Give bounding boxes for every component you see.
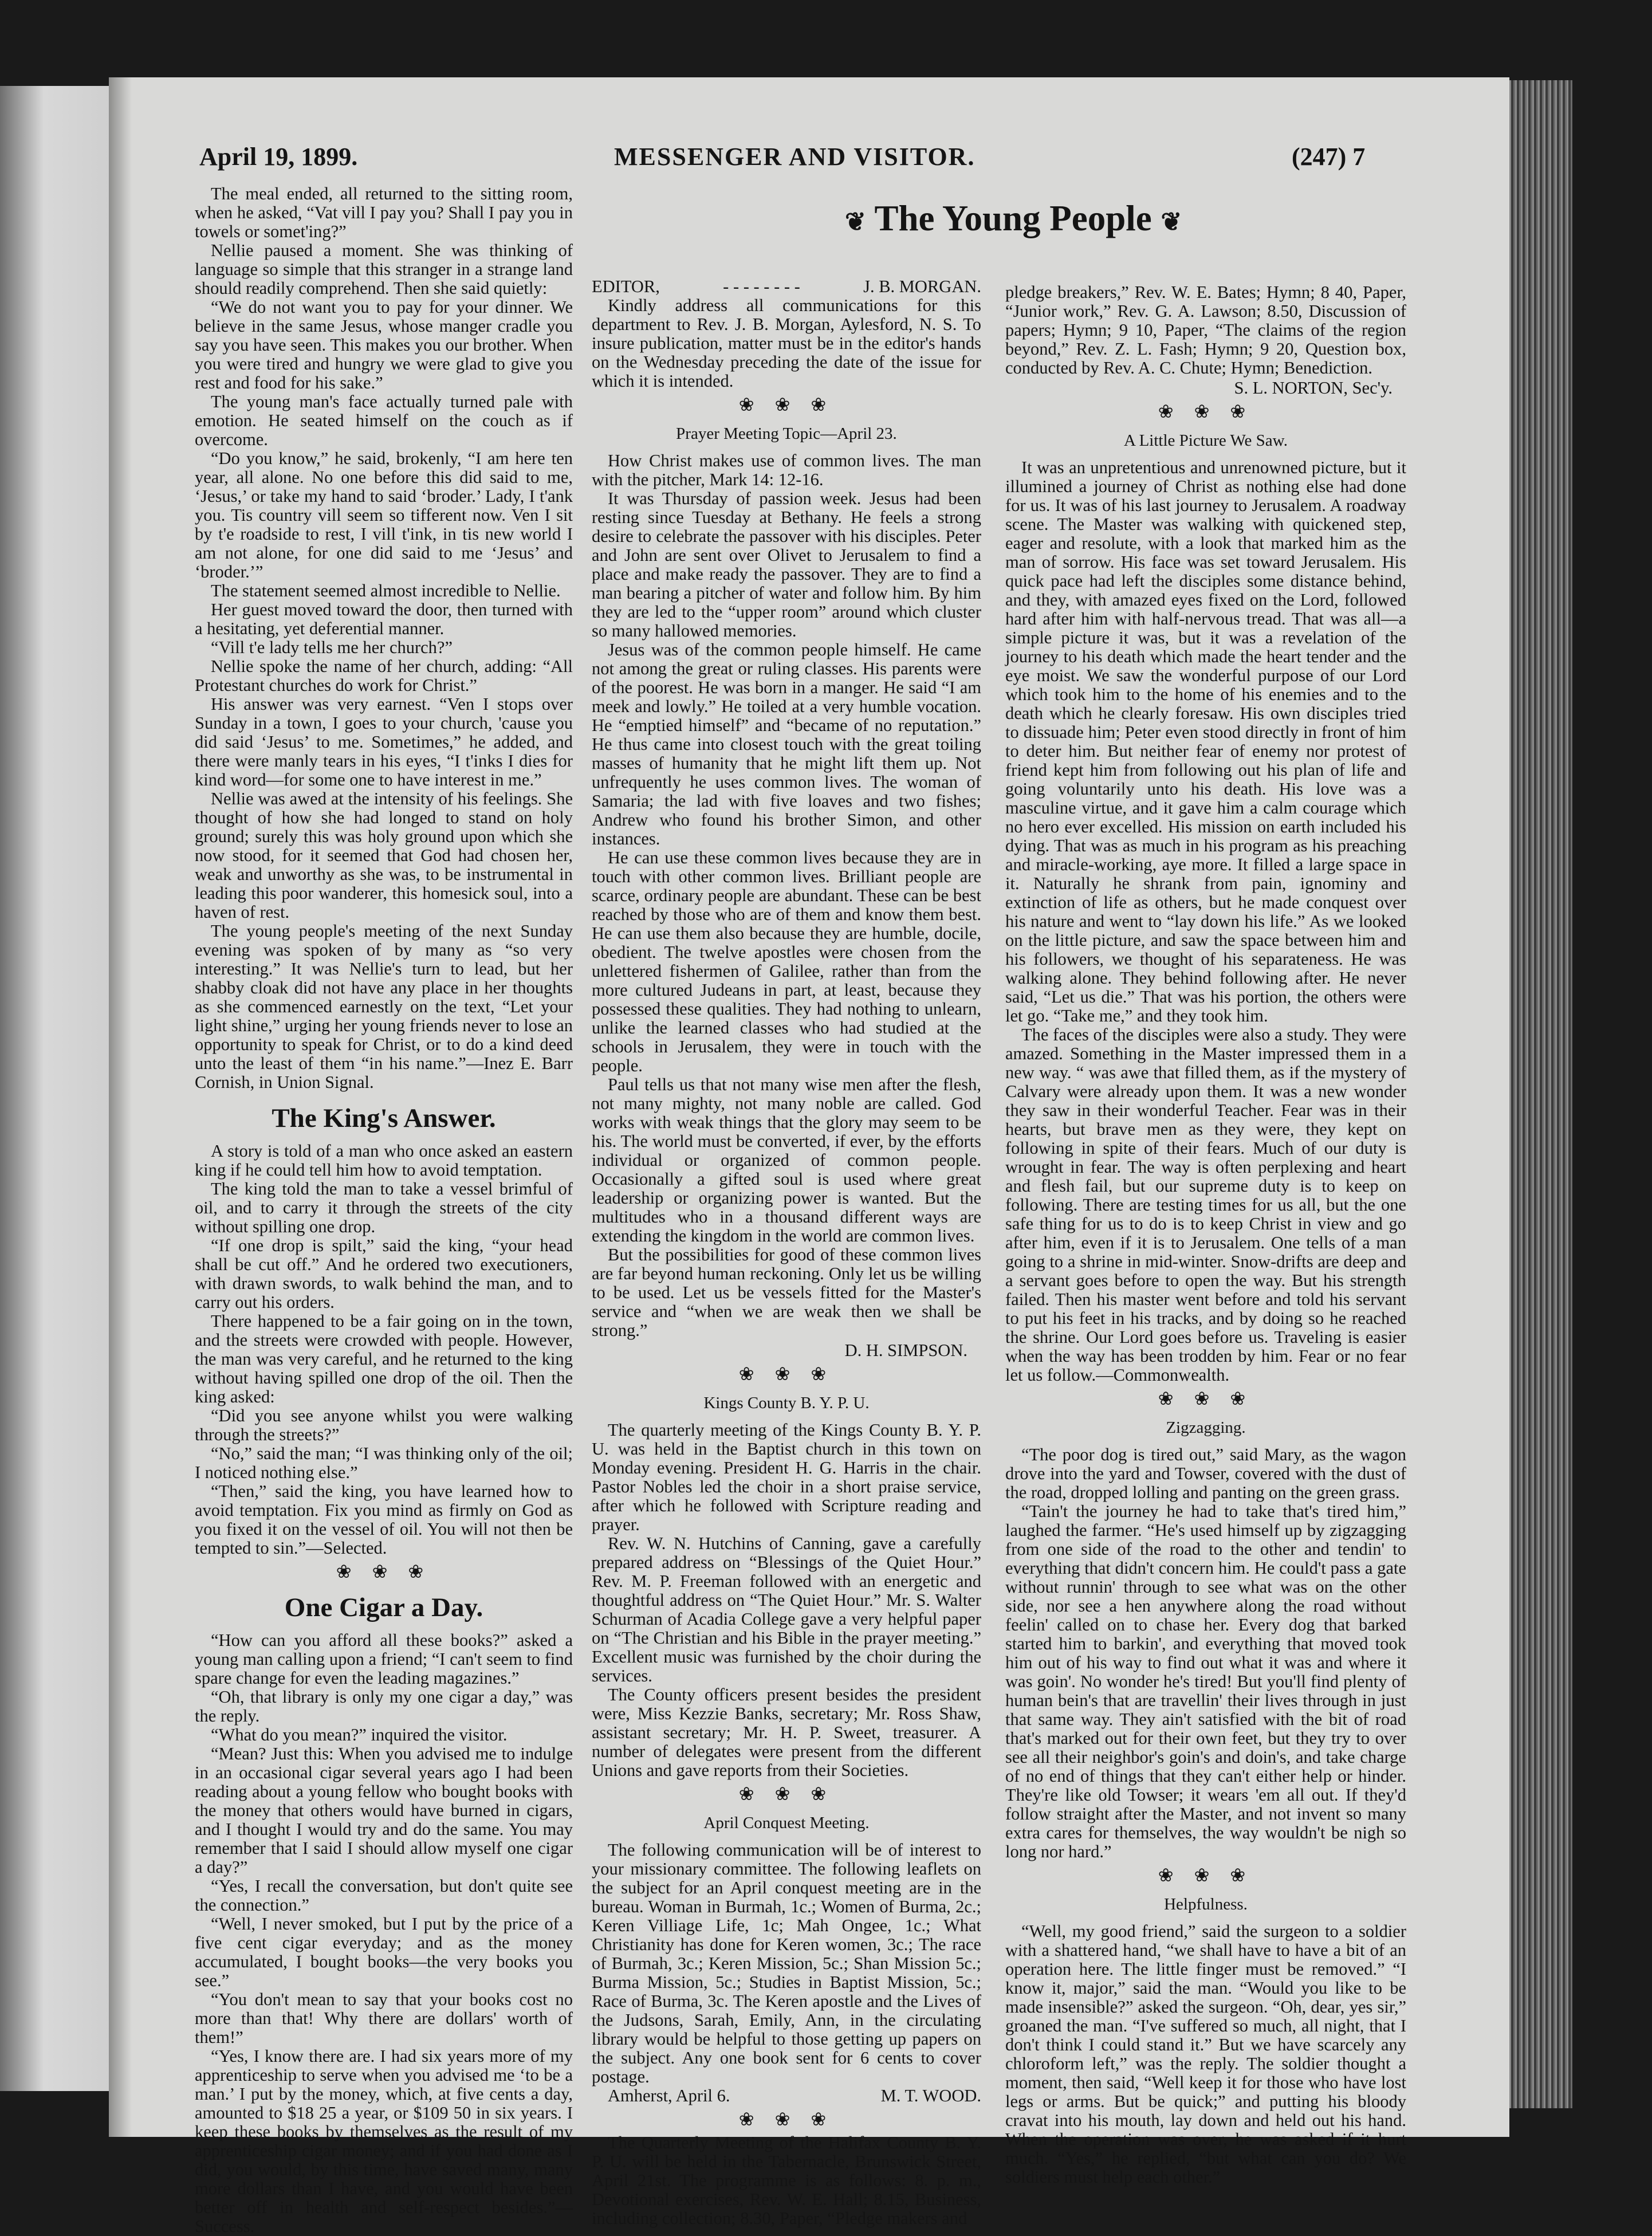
article-heading-prayer-topic: Prayer Meeting Topic—April 23. xyxy=(676,425,897,443)
facing-page-edge xyxy=(0,86,109,2091)
paragraph: The faces of the disciples were also a study. They were amazed. Something in the Master impressed them in a new way. “ was awe that filled them, as if the mystery of Calvary were already upon them. It was a new wonder they saw in their wonderful Teacher. Fear was in their hearts, but brave men as they were, they kept on following in spite of their fears. Much of our duty is wrought in fear. The way is often perplexing and heart and flesh fail, but our supreme duty is to keep on following. There are testing times for us all, but the one safe thing for us to do is to keep Christ in view and go after him, even if it is to Jerusalem. One tells of a man going to a shrine in mid-winter. Snow-drifts are deep and a servant goes before to open the way. But his strength failed. Then his master went before and told his servant to put his feet in his tracks, and by doing so he reached the shrine. Our Lord goes before us. Traveling is easier when the way has been trodden by him. Fear or no fear let us follow.—Commonwealth. xyxy=(1005,1025,1406,1385)
paragraph: “No,” said the man; “I was thinking only of the oil; I noticed nothing else.” xyxy=(195,1444,573,1482)
column-3 xyxy=(1005,283,1406,2187)
editor-line xyxy=(592,277,981,296)
section-divider: ❀ ❀ ❀ xyxy=(738,2109,835,2129)
editor-name: J. B. MORGAN. xyxy=(863,277,981,296)
editor-dashes: - - - - - - - - xyxy=(723,277,800,296)
paragraph: “Mean? Just this: When you advised me to indulge in an occasional cigar several years ago I had been reading about a young fellow who bought books with the money that others would have burned in cigars, and I thought I would try and do the same. You may remember that I said I should allow myself one cigar a day?” xyxy=(195,1744,573,1877)
article-heading-april-conquest: April Conquest Meeting. xyxy=(703,1814,870,1832)
paragraph: “Well, my good friend,” said the surgeon to a soldier with a shattered hand, “we shall have to have a bit of an operation here. The little finger must be removed.” “I know it, major,” said the man. “Would you like to be made insensible?” asked the surgeon. “Oh, dear, yes sir,” groaned the man. “I've suffered so much, all night, that I don't think I could stand it.” But we have scarcely any chloroform left,” was the reply. The soldier thought a moment, then said, “Well keep it for those who have lost legs or arms. But be quick;” and putting his bloody cravat into his mouth, lay down and held out his hand. When the operation was over, he was asked if it hurt much. “Yes,” he replied, “but what can you do? We soldiers must help each other.” xyxy=(1005,1921,1406,2187)
paragraph: “Yes, I recall the conversation, but don't quite see the connection.” xyxy=(195,1876,573,1915)
paragraph: His answer was very earnest. “Ven I stops over Sunday in a town, I goes to your church, 'cause you did said ‘Jesus’ to me. Sometimes,” he added, and there were manly tears in his eyes, “I t'inks I dies for kind word—for some one to have interest in me.” xyxy=(195,694,573,789)
paragraph: “We do not want you to pay for your dinner. We believe in the same Jesus, whose manger cradle you say you have seen. This makes you our brother. When you were tired and hungry we were glad to give you rest and food for his sake.” xyxy=(195,297,573,392)
section-title xyxy=(845,198,1182,239)
paragraph: “You don't mean to say that your books cost no more than that! Why there are dollars' worth of them!” xyxy=(195,1990,573,2047)
paragraph: Jesus was of the common people himself. He came not among the great or ruling classes. His parents were of the poorest. He was born in a manger. He said “I am meek and lowly.” He toiled at a very humble vocation. He “emptied himself” and “became of no reputation.” He thus came into closest touch with the great toiling masses of humanity that he might lift them up. Not unfrequently he uses common lives. The woman of Samaria; the lad with five loaves and two fishes; Andrew who found his brother Simon, and other instances. xyxy=(592,640,981,848)
signature: S. L. NORTON, Sec'y. xyxy=(1234,378,1393,398)
article-heading-one-cigar: One Cigar a Day. xyxy=(284,1593,483,1622)
paragraph: Nellie spoke the name of her church, adding: “All Protestant churches do work for Christ.” xyxy=(195,657,573,695)
column-1 xyxy=(195,184,573,2236)
paragraph: The quarterly meeting of the Kings County B. Y. P. U. was held in the Baptist church in this town on Monday evening. President H. G. Harris in the chair. Pastor Nobles led the choir in a short praise service, after which he followed with Scripture reading and prayer. xyxy=(592,1420,981,1534)
editor-label: EDITOR, xyxy=(592,277,660,296)
paragraph: A story is told of a man who once asked an eastern king if he could tell him how to avoid temptation. xyxy=(195,1141,573,1180)
paragraph: Nellie paused a moment. She was thinking of language so simple that this stranger in a strange land should readily comprehend. Then she said quietly: xyxy=(195,241,573,298)
paragraph: “Well, I never smoked, but I put by the price of a five cent cigar everyday; and as the money accumulated, I bought books—the very books you see.” xyxy=(195,1914,573,1990)
column-2 xyxy=(592,277,981,2228)
paragraph: The statement seemed almost incredible to Nellie. xyxy=(211,581,561,600)
paragraph: “Do you know,” he said, brokenly, “I am here ten year, all alone. No one before this did said to me, ‘Jesus,’ or take my hand to said ‘broder.’ Lady, I t'ank you. Tis country vill seem so tifferent now. Ven I sit by t'e roadside to rest, I vill t'ink, in tis new world I am not alone, for one did said to me ‘Jesus’ and ‘broder.’” xyxy=(195,449,573,581)
paragraph: “Vill t'e lady tells me her church?” xyxy=(211,638,453,657)
header-page-number: (247) 7 xyxy=(1292,143,1366,171)
section-divider: ❀ ❀ ❀ xyxy=(1158,1865,1254,1885)
section-divider: ❀ ❀ ❀ xyxy=(336,1561,432,1582)
paragraph: Nellie was awed at the intensity of his feelings. She thought of how she had longed to stand on holy ground; surely this was holy ground upon which she now stood, for it seemed that God had chosen her, weak and unworthy as she was, to be instrumental in leading this poor wanderer, this homesick soul, into a haven of rest. xyxy=(195,789,573,922)
section-divider: ❀ ❀ ❀ xyxy=(738,394,835,415)
paragraph: pledge breakers,” Rev. W. E. Bates; Hymn; 8 40, Paper, “Junior work,” Rev. G. A. Lawson; 8.50, Discussion of papers; Hymn; 9 10, Paper, “The claims of the region beyond,” Rev. Z. L. Fash; Hymn; 9 20, Question box, conducted by Rev. A. C. Chute; Hymn; Benediction. xyxy=(1005,282,1406,378)
header-date: April 19, 1899. xyxy=(199,143,358,171)
paragraph: But the possibilities for good of these common lives are far beyond human reckoning. Only let us be willing to be used. Let us be vessels fitted for the Master's service and “when we are weak then we shall be strong.” xyxy=(592,1245,981,1340)
dateline xyxy=(592,2086,981,2105)
paragraph: Paul tells us that not many wise men after the flesh, not many mighty, not many noble are called. God works with weak things that the glory may seem to be his. The world must be converted, if ever, by the efforts individual or organized of common people. Occasionally a gifted soul is used where great leadership or organizing power is wanted. But the multitudes who in a thousand different ways are extending the kingdom in the world are common lives. xyxy=(592,1075,981,1245)
paragraph: “What do you mean?” inquired the visitor. xyxy=(211,1725,508,1744)
section-divider: ❀ ❀ ❀ xyxy=(1158,401,1254,422)
article-heading-kings-answer: The King's Answer. xyxy=(272,1103,496,1133)
binding-shadow xyxy=(109,77,132,2137)
dateline-place: Amherst, April 6. xyxy=(608,2086,730,2105)
paragraph: “Tain't the journey he had to take that's tired him,” laughed the farmer. “He's used himself up by zigzagging from one side of the road to the other and tendin' to everything that didn't concern him. He could't pass a gate without runnin' through to see what was on the other side, nor see a hen anywhere along the road without feelin' called on to chase her. Every dog that barked started him to barkin', and everything that moved took him out of his way to find out what it was and where it was goin'. No wonder he's tired! But you'll find plenty of human bein's that are travellin' their lives through in just that same way. They ain't satisfied with the bit of road that's marked out for their own feet, but they try to over see all their neighbor's goin's and doin's, and take charge of no end of things that they can't either help or hinder. They're like old Towser; it wears 'em all out. If they'd follow straight after the Master, and not invent so many extra cares for themselves, the way wouldn't be nigh so long nor hard.” xyxy=(1005,1502,1406,1861)
section-divider: ❀ ❀ ❀ xyxy=(738,1783,835,1804)
paragraph: He can use these common lives because they are in touch with other common lives. Brilliant people are scarce, ordinary people are abundant. These can be best reached by those who are of them and know them best. He can use them also because they are humble, docile, obedient. The twelve apostles were chosen from the unlettered fishermen of Galilee, rather than from the more cultured Judeans in part, at least, because they possessed these qualities. They had nothing to unlearn, unlike the learned classes who had studied at the schools in Jerusalem, they were in touch with the people. xyxy=(592,848,981,1075)
paragraph: The following communication will be of interest to your missionary committee. The following leaflets on the subject for an April conquest meeting are in the bureau. Woman in Burmah, 1c.; Women of Burma, 2c.; Keren Villiage Life, 1c; Mah Ongee, 1c.; What Christianity has done for Keren women, 3c.; The race of Burmah, 3c.; Keren Mission, 5c.; Shan Mission 5c.; Burma Mission, 5c.; Studies in Baptist Mission, 5c.; Race of Burma, 3c. The Keren apostle and the Lives of the Judsons, Sarah, Emily, Ann, in the circulating library would be helpful to those getting up papers on the subject. Any one book sent for 6 cents to cover postage. xyxy=(592,1840,981,2086)
section-title-text: The Young People xyxy=(874,198,1152,238)
signature: M. T. WOOD. xyxy=(880,2086,981,2105)
paragraph: “If one drop is spilt,” said the king, “your head shall be cut off.” And he ordered two executioners, with drawn swords, to walk behind the man, and to carry out his orders. xyxy=(195,1236,573,1312)
paragraph: The king told the man to take a vessel brimful of oil, and to carry it through the streets of the city without spilling one drop. xyxy=(195,1179,573,1236)
paragraph: The young man's face actually turned pale with emotion. He seated himself on the couch as if overcome. xyxy=(195,392,573,449)
fleuron-icon: ❦ xyxy=(845,208,866,236)
article-heading-kings-bypu: Kings County B. Y. P. U. xyxy=(703,1394,870,1412)
paragraph: The meal ended, all returned to the sitting room, when he asked, “Vat vill I pay you? Shall I pay you in towels or somet'ing?” xyxy=(195,184,573,241)
editor-note: Kindly address all communications for this department to Rev. J. B. Morgan, Aylesford, N. S. To insure publication, matter must be in the editor's hands on the Wednesday preceding the date of the issue for which it is intended. xyxy=(592,296,981,391)
paragraph: The Quarterly Meeting of the Halifax County B. Y. P. U. will be held in the Tabernacle, Brunswick Street, April 21st. The programme is as follows: 8. p. m., Devotional exercises, Rev. W. E. Hall; 8.15, Business, including collection; 8.30, Paper, “Pledge makers and xyxy=(592,2133,981,2228)
paragraph: “How can you afford all these books?” asked a young man calling upon a friend; “I can't seem to find spare change for even the leading magazines.” xyxy=(195,1630,573,1688)
article-heading-zigzagging: Zigzagging. xyxy=(1166,1418,1246,1437)
paragraph: Her guest moved toward the door, then turned with a hesitating, yet deferential manner. xyxy=(195,600,573,638)
section-divider: ❀ ❀ ❀ xyxy=(1158,1388,1254,1409)
paragraph: The County officers present besides the president were, Miss Kezzie Banks, secretary; Mr. Ross Shaw, assistant secretary; Mr. H. P. Sweet, treasurer. A number of delegates were present from the different Unions and gave reports from their Societies. xyxy=(592,1685,981,1780)
paragraph: “Yes, I know there are. I had six years more of my apprenticeship to serve when you advised me ‘to be a man.’ I put by the money, which, at five cents a day, amounted to $18 25 a year, or $109 50 in six years. I keep these books by themselves as the result of my apprenticeship cigar money; and if you had done as I did, you would, by this time, have saved many, many more dollars than I have, and you would have been better off in health and self-respect besides.”—Success. xyxy=(195,2046,573,2236)
paragraph: The young people's meeting of the next Sunday evening was spoken of by many as “so very interesting.” It was Nellie's turn to lead, but her shabby cloak did not have any place in her thoughts as she commenced earnestly on the text, “Let your light shine,” urging her young friends never to lose an opportunity to speak for Christ, or to do a kind deed unto the least of them “in his name.”—Inez E. Barr Cornish, in Union Signal. xyxy=(195,921,573,1092)
paragraph: It was Thursday of passion week. Jesus had been resting since Tuesday at Bethany. He feels a strong desire to celebrate the passover with his disciples. Peter and John are sent over Olivet to Jerusalem to find a place and make ready the passover. They are to find a man bearing a pitcher of water and follow him. By him they are led to the “upper room” around which cluster so many hallowed memories. xyxy=(592,489,981,640)
article-heading-helpfulness: Helpfulness. xyxy=(1164,1895,1248,1913)
paragraph: It was an unpretentious and unrenowned picture, but it illumined a journey of Christ as nothing else had done for us. It was of his last journey to Jerusalem. A roadway scene. The Master was walking with quickened step, eager and resolute, with a look that marked him as the man of sorrow. His face was set toward Jerusalem. His quick pace had left the disciples some distance behind, and they, with amazed eyes fixed on the Lord, followed hard after him with half-nervous tread. That was all—a simple picture it was, but it was a revelation of the journey to his death which made the heart tender and the eye moist. We saw the wonderful purpose of our Lord which took him to the home of his enemies and to the death which he clearly foresaw. His own disciples tried to dissuade him; Peter even stood directly in front of him to deter him. But neither fear of enemy nor protest of friend kept him from following out his plan of life and going voluntarily unto his death. His love was a masculine virtue, and it gave him a calm courage which no hero ever excelled. His mission on earth included his dying. That was as much in his program as his preaching and miracle-working, aye more. It filled a large space in it. Naturally he shrank from pain, ignominy and extinction of life as others, but he made conquest over his nature and went to “lay down his life.” As we looked on the little picture, and saw the space between him and his followers, we thought of his separateness. He was walking alone. They behind following after. He never said, “Let us die.” That was his portion, the others were let go. “Take me,” and they took him. xyxy=(1005,458,1406,1025)
paragraph: “Then,” said the king, you have learned how to avoid temptation. Fix you mind as firmly on God as you fixed it on the vessel of oil. You will not then be tempted to sin.”—Selected. xyxy=(195,1482,573,1558)
paragraph: How Christ makes use of common lives. The man with the pitcher, Mark 14: 12-16. xyxy=(592,451,981,489)
paragraph: “Did you see anyone whilst you were walking through the streets?” xyxy=(195,1406,573,1444)
paragraph: “The poor dog is tired out,” said Mary, as the wagon drove into the yard and Towser, covered with the dust of the road, dropped lolling and panting on the green grass. xyxy=(1005,1445,1406,1502)
section-divider: ❀ ❀ ❀ xyxy=(738,1363,835,1384)
paragraph: Rev. W. N. Hutchins of Canning, gave a carefully prepared address on “Blessings of the Quiet Hour.” Rev. M. P. Freeman followed with an energetic and thoughtful address on “The Quiet Hour.” Mr. S. Walter Schurman of Acadia College gave a very helpful paper on “The Christian and his Bible in the prayer meeting.” Excellent music was furnished by the choir during the services. xyxy=(592,1534,981,1685)
book-page-edges xyxy=(1509,80,1572,2108)
header-title: MESSENGER AND VISITOR. xyxy=(614,143,976,171)
paragraph: “Oh, that library is only my one cigar a day,” was the reply. xyxy=(195,1687,573,1726)
fleuron-icon: ❦ xyxy=(1161,208,1182,236)
signature: D. H. SIMPSON. xyxy=(844,1341,967,1360)
paragraph: There happened to be a fair going on in the town, and the streets were crowded with people. However, the man was very careful, and he returned to the king without having spilled one drop of the oil. Then the king asked: xyxy=(195,1311,573,1406)
article-heading-little-picture: A Little Picture We Saw. xyxy=(1123,431,1288,450)
